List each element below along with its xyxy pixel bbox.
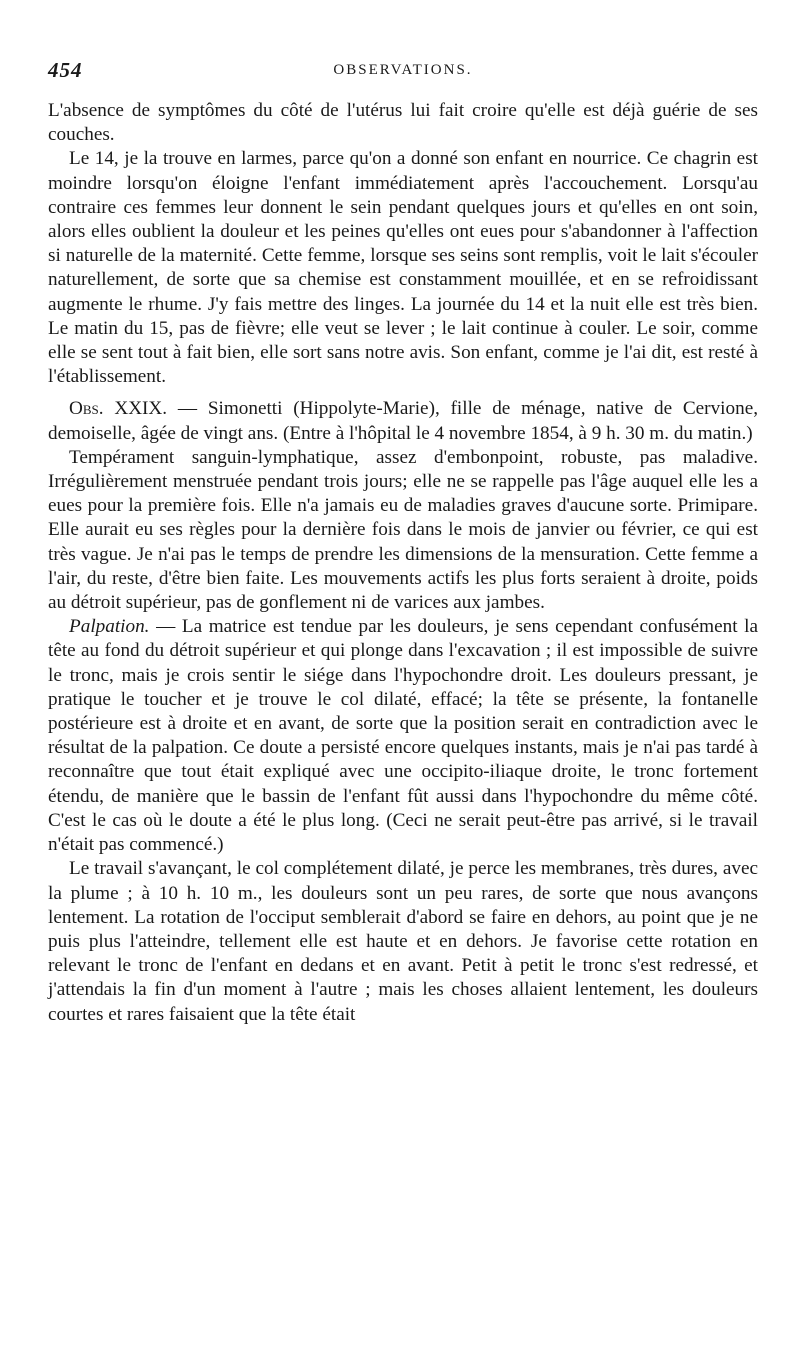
body-text [48,99,758,1027]
paragraph-larmes: Le 14, je la trouve en larmes, parce qu'on a donné son enfant en nourrice. Ce chagrin est moindre lorsqu'on éloigne l'enfant immédiatement après l'accouchement. Lorsqu'au contraire ces femmes leur donnent le sein pendant quelques jours et qu'elles en ont soin, alors elles oublient la douleur et les peines qu'elles ont eues pour s'abandonner à l'affection si naturelle de la maternité. Cette femme, lorsque ses seins sont remplis, voit le lait s'écouler naturellement, de sorte que sa chemise est constamment mouillée, et en se refroidissant augmente le rhume. J'y fais mettre des linges. La journée du 14 et la nuit elle est très bien. Le matin du 15, pas de fièvre; elle veut se lever ; le lait continue à couler. Le soir, comme elle se sent tout à fait bien, elle sort sans notre avis. Son enfant, comme je l'ai dit, est resté à l'établissement. [48,148,758,388]
running-head: OBSERVATIONS. [333,62,473,78]
paragraph-temperament: Tempérament sanguin-lymphatique, assez d'embonpoint, robuste, pas maladive. Irrégulièrement menstruée pendant trois jours; elle ne se rappelle pas l'âge auquel elle les a eues pour la première fois. Elle n'a jamais eu de maladies graves d'aucune sorte. Primipare. Elle aurait eu ses règles pour la dernière fois dans le mois de janvier ou février, ce qui est très vague. Je n'ai pas le temps de prendre les dimensions de la mensuration. Cette femme a l'air, du reste, d'être bien faite. Les mouvements actifs les plus forts seraient à droite, poids au détroit supérieur, pas de gonflement ni de varices aux jambes. [48,446,758,614]
observation-label: Obs. XXIX. [69,398,168,420]
palpation-label: Palpation. [69,616,150,638]
paragraph-palpation [48,615,758,857]
palpation-text: — La matrice est tendue par les douleurs, je sens cependant confusément la tête au fond du détroit supérieur et qui plonge dans l'excavation ; il est impossible de suivre le tronc, mais je crois sentir le siége dans l'hypochondre droit. Les douleurs pressant, je pratique le toucher et je trouve le col dilaté, effacé; la tête se présente, la fontanelle postérieure est à droite et en avant, de sorte que la position serait en contradiction avec le résultat de la palpation. Ce doute a persisté encore quelques instants, mais je n'ai pas tardé à reconnaître que tout était expliqué avec une occipito-iliaque droite, le tronc fortement étendu, de manière que le bassin de l'enfant fût aussi dans l'hypochondre du même côté. C'est le cas où le doute a été le plus long. (Ceci ne serait peut-être pas arrivé, si le travail n'était pas commencé.) [48,616,758,856]
page-header [48,58,758,86]
page-number: 454 [48,58,83,82]
paragraph-continuation: L'absence de symptômes du côté de l'utérus lui fait croire qu'elle est déjà guérie de ses couches. [48,100,758,146]
observation-heading-paragraph [48,397,758,445]
observation-intro: — Simonetti (Hippolyte-Marie), fille de ménage, native de Cervione, demoiselle, âgée de vingt ans. (Entre à l'hôpital le 4 novembre 1854, à 9 h. 30 m. du matin.) [48,398,759,444]
paragraph-travail: Le travail s'avançant, le col complétement dilaté, je perce les membranes, très dures, avec la plume ; à 10 h. 10 m., les douleurs sont un peu rares, de sorte que nous avançons lentement. La rotation de l'occiput semblerait d'abord se faire en dehors, au point que je ne puis plus l'atteindre, tellement elle est haute et en dehors. Je favorise cette rotation en relevant le tronc de l'enfant en dedans et en avant. Petit à petit le tronc s'est redressé, et j'attendais la fin d'un moment à l'autre ; mais les choses allaient lentement, les douleurs courtes et rares faisaient que la tête était [48,858,758,1025]
